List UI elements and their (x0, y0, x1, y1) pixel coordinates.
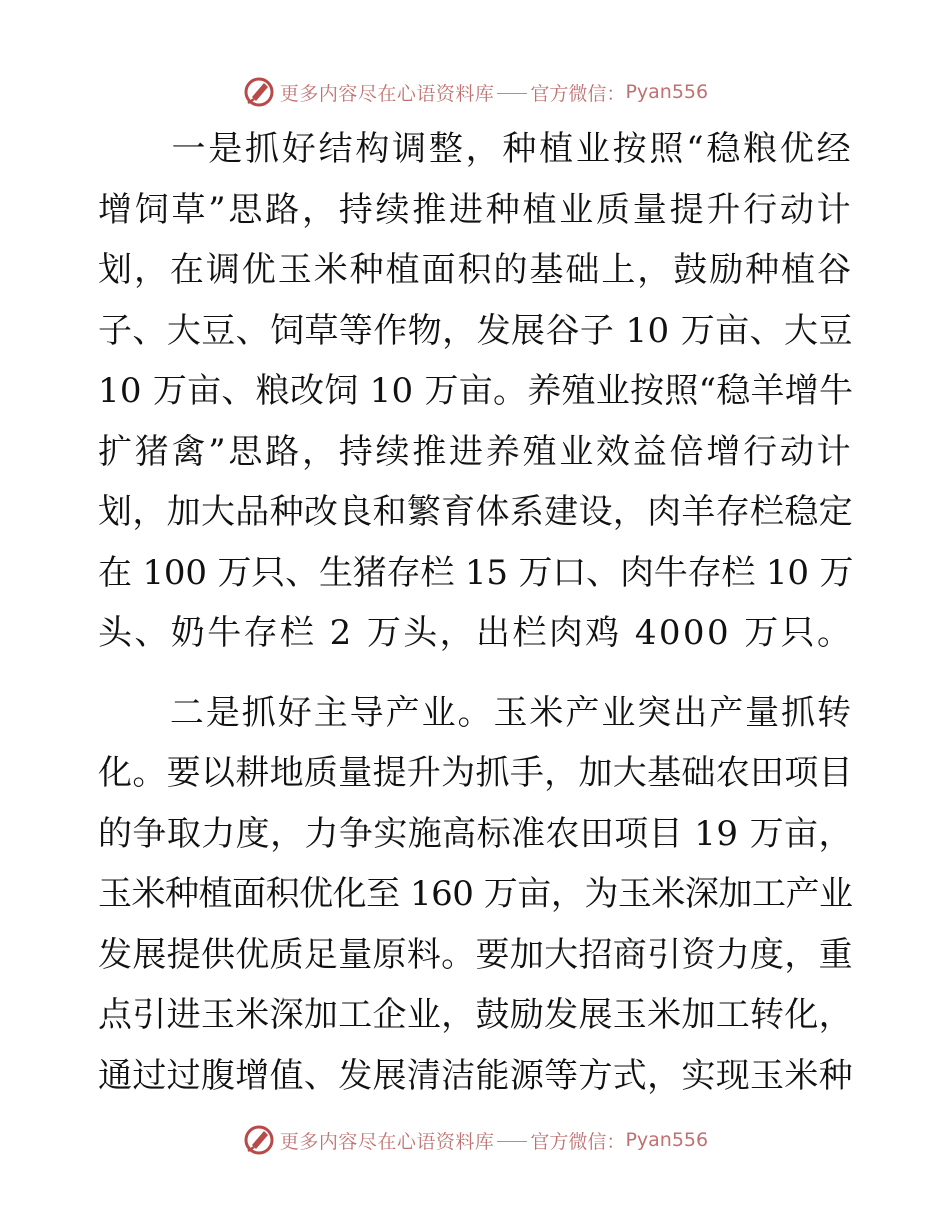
watermark-text: 更多内容尽在心语资料库 (279, 1130, 495, 1153)
text-line: 发展提供优质足量原料。要加大招商引资力度，重 (98, 934, 853, 975)
brand-logo-icon (242, 75, 276, 109)
text-line: 一是抓好结构调整，种植业按照“稳粮优经 (98, 129, 854, 169)
brand-logo-icon (242, 1123, 276, 1157)
text-line: 通过过腹增值、发展清洁能源等方式，实现玉米种 (98, 1055, 853, 1096)
text-line: 在 100 万只、生猪存栏 15 万口、肉牛存栏 10 万 (98, 552, 854, 593)
watermark-separator (497, 1141, 527, 1142)
text-line: 10 万亩、粮改饲 10 万亩。养殖业按照“稳羊增牛 (98, 371, 854, 411)
text-line: 增饲草”思路，持续推进种植业质量提升行动计 (98, 189, 854, 230)
watermark-official-label: 官方微信： (530, 1130, 626, 1153)
footer-watermark (0, 1120, 950, 1160)
text-line: 划，在调优玉米种植面积的基础上，鼓励种植谷 (98, 250, 853, 290)
document-body (98, 119, 853, 1106)
watermark-account: Pyan556 (625, 81, 709, 103)
text-line: 的争取力度，力争实施高标准农田项目 19 万亩， (98, 813, 853, 854)
watermark-official-label: 官方微信： (530, 82, 626, 105)
paragraph-structure-adjustment (98, 119, 853, 664)
text-line: 化。要以耕地质量提升为抓手，加大基础农田项目 (98, 753, 853, 793)
text-line: 头、奶牛存栏 2 万头，出栏肉鸡 4000 万只。 (98, 613, 854, 653)
text-line: 子、大豆、饲草等作物，发展谷子 10 万亩、大豆 (98, 310, 853, 351)
watermark-account: Pyan556 (625, 1129, 709, 1151)
text-line: 扩猪禽”思路，持续推进养殖业效益倍增行动计 (98, 431, 854, 472)
text-line: 玉米种植面积优化至 160 万亩，为玉米深加工产业 (98, 874, 853, 914)
watermark-separator (497, 93, 527, 94)
header-watermark (0, 72, 950, 112)
text-line: 点引进玉米深加工企业，鼓励发展玉米加工转化， (98, 995, 853, 1035)
watermark-text: 更多内容尽在心语资料库 (279, 82, 495, 105)
paragraph-leading-industry (98, 683, 853, 1107)
text-line: 划，加大品种改良和繁育体系建设，肉羊存栏稳定 (98, 492, 853, 532)
text-line: 二是抓好主导产业。玉米产业突出产量抓转 (98, 692, 853, 733)
